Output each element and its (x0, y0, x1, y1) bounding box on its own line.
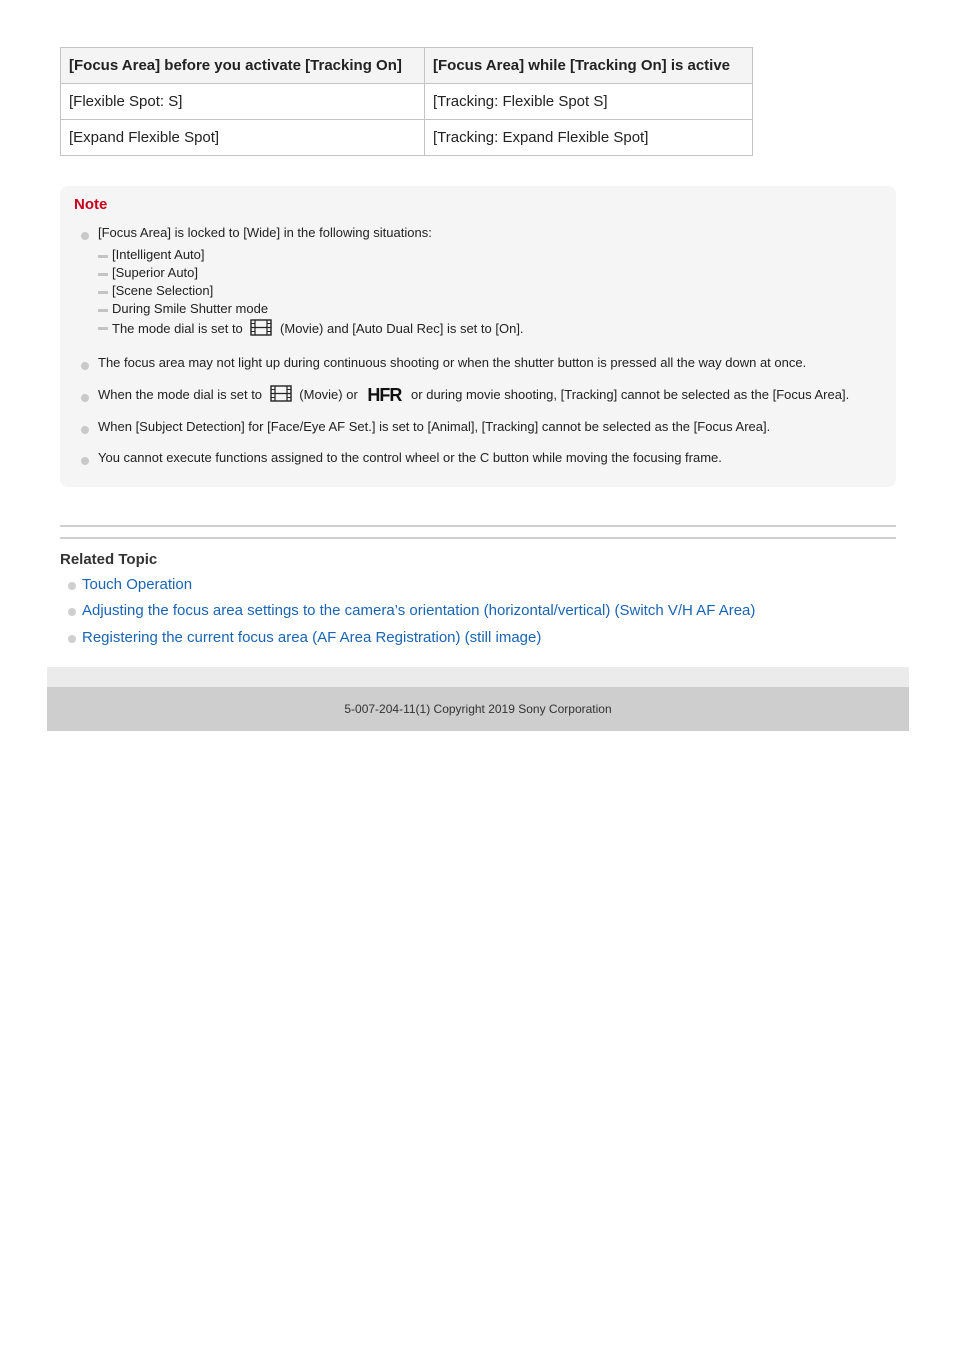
divider (60, 525, 896, 527)
related-topic-title: Related Topic (60, 551, 158, 568)
table-cell: [Tracking: Flexible Spot S] (425, 84, 753, 120)
note-item-text: (Movie) or (299, 387, 358, 402)
note-subitem-mode-dial (112, 319, 524, 336)
bullet-icon (68, 582, 76, 590)
bullet-icon (68, 608, 76, 616)
table-header-row (61, 48, 753, 84)
dash-icon (98, 327, 108, 330)
note-subitem: During Smile Shutter mode (112, 301, 269, 316)
note-title: Note (74, 196, 108, 213)
note-item-animal-detection: When [Subject Detection] for [Face/Eye AF Set.] is set to [Animal], [Tracking] cannot be selected as the [Focus Area]. (98, 419, 771, 434)
table-row (61, 84, 753, 120)
note-subitem: [Scene Selection] (112, 283, 214, 298)
table-row (61, 120, 753, 156)
bullet-icon (68, 635, 76, 643)
footer-top-band (47, 667, 909, 687)
note-item-movie-tracking (98, 385, 849, 406)
divider (60, 537, 896, 539)
note-box (60, 186, 896, 487)
bullet-icon (81, 232, 89, 240)
link-af-area-registration[interactable]: Registering the current focus area (AF Area Registration) (still image) (82, 629, 542, 646)
note-subitem: [Superior Auto] (112, 265, 198, 280)
bullet-icon (81, 362, 89, 370)
note-item-control-wheel: You cannot execute functions assigned to the control wheel or the C button while moving the focusing frame. (98, 450, 722, 465)
movie-film-icon (250, 319, 272, 336)
link-touch-operation[interactable]: Touch Operation (82, 576, 193, 593)
table-header-while: [Focus Area] while [Tracking On] is active (425, 48, 753, 84)
dash-icon (98, 255, 108, 258)
bullet-icon (81, 426, 89, 434)
table-header-before: [Focus Area] before you activate [Tracking On] (61, 48, 425, 84)
hfr-icon: HFR (367, 385, 402, 405)
focus-area-table (60, 47, 753, 156)
dash-icon (98, 273, 108, 276)
dash-icon (98, 291, 108, 294)
footer (47, 687, 909, 731)
dash-icon (98, 309, 108, 312)
link-switch-vh-af-area[interactable]: Adjusting the focus area settings to the camera’s orientation (horizontal/vertical) (Switch V/H AF Area) (82, 602, 756, 619)
note-subitem-text: (Movie) and [Auto Dual Rec] is set to [On]. (280, 321, 524, 336)
note-item-text: or during movie shooting, [Tracking] cannot be selected as the [Focus Area]. (411, 387, 850, 402)
note-item-continuous-shooting: The focus area may not light up during continuous shooting or when the shutter button is pressed all the way down at once. (98, 355, 807, 370)
note-subitem: [Intelligent Auto] (112, 247, 205, 262)
bullet-icon (81, 394, 89, 402)
table-cell: [Flexible Spot: S] (61, 84, 425, 120)
table-cell: [Expand Flexible Spot] (61, 120, 425, 156)
table-cell: [Tracking: Expand Flexible Spot] (425, 120, 753, 156)
note-item-locked-wide: [Focus Area] is locked to [Wide] in the following situations: (98, 225, 432, 240)
movie-film-icon (270, 385, 292, 402)
note-subitem-text: The mode dial is set to (112, 321, 243, 336)
bullet-icon (81, 457, 89, 465)
copyright-text: 5-007-204-11(1) Copyright 2019 Sony Corporation (344, 702, 612, 716)
note-item-text: When the mode dial is set to (98, 387, 263, 402)
